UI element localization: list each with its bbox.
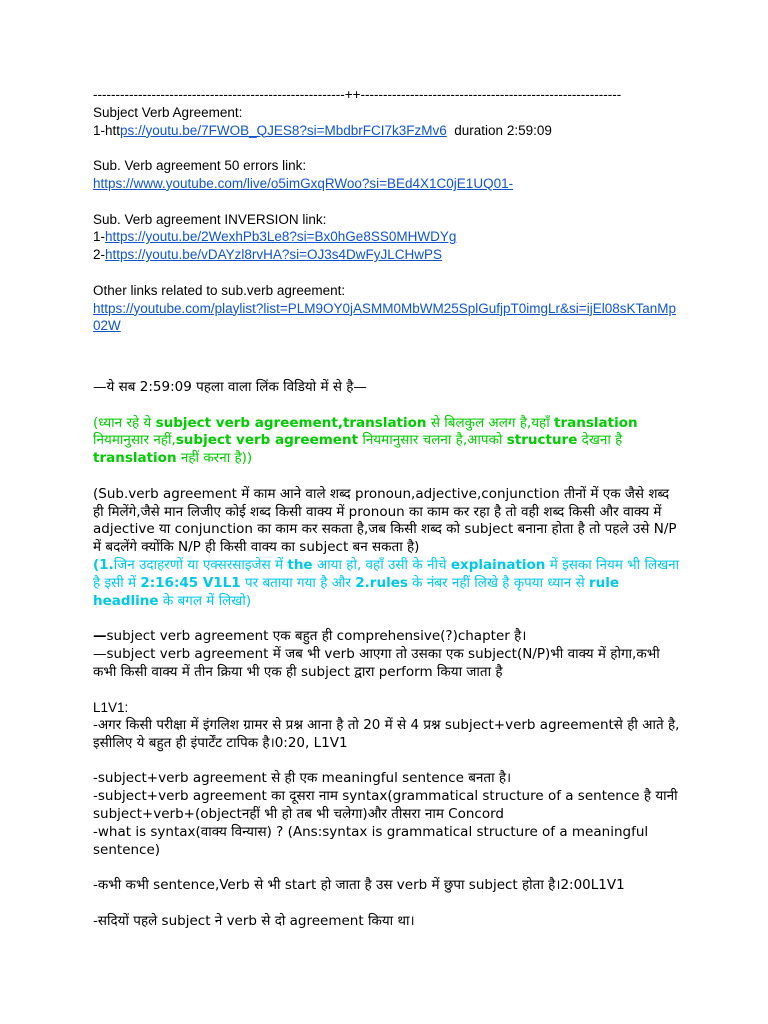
other-heading: Other links related to sub.verb agreement:: [93, 282, 346, 298]
parts-of-speech-note: (Sub.verb agreement में काम आने वाले शब्द pronoun,adjective,conjunction तीनों में एक जैसे शब्द ही मिलेंगे,जैसे मान लिजीए कोई शब्द किसी वाक्य में pronoun का काम कर रहा है तो वही शब्द किसी और वाक्य में adjective या conjunction का काम कर सकता है,जब किसी शब्द को subject बनाना होता है तो पहले उसे N/P में बदलेंगे क्योंकि N/P ही किसी वाक्य का subject बन सकता है): [93, 485, 677, 556]
l1v1-heading: L1V1:: [93, 700, 129, 716]
inversion-prefix: 1-: [93, 229, 106, 245]
note-all-from-video: —ये सब 2:59:09 पहला वाला लिंक विडियो में से है—: [93, 378, 367, 395]
inversion-link-2[interactable]: https://youtu.be/vDAYzl8rvHA?si=OJ3s4DwFyJLCHwPS: [105, 247, 443, 263]
sva-duration: duration 2:59:09: [454, 122, 552, 138]
history-note: -सदियों पहले subject ने verb से दो agreement किया था।: [93, 912, 415, 929]
inversion-item: [93, 246, 683, 264]
translation-warning-note: (ध्यान रहे ये subject verb agreement,translation से बिलकुल अलग है,यहाँ translation नियमानुसार नहीं,subject verb agreement नियमानुसार चलना है,आपको structure देखना है translation नहीं करना है)): [93, 414, 638, 467]
sva-link-line: [93, 122, 683, 140]
chapter-note: —subject verb agreement एक बहुत ही comprehensive(?)chapter है।: [93, 628, 527, 645]
sva-link[interactable]: ps://youtu.be/7FWOB_QJES8?si=MbdbrFCI7k3FzMv6: [120, 122, 447, 138]
explanation-rule-note: (1.जिन उदाहरणों या एक्सरसाइजेस में the आया हो, वहाँ उसी के नीचे explaination में इसका नियम भी लिखना है इसी में 2:16:45 V1L1 पर बताया गया है और 2.rules के नंबर नहीं लिखे है कृपया ध्यान से rule headline के बगल में लिखो): [93, 556, 680, 609]
sva-link-prefix: 1-htt: [93, 122, 121, 138]
inversion-prefix: 2-: [93, 247, 106, 263]
point-item: -subject+verb agreement का दूसरा नाम syntax(grammatical structure of a sentence है यानी subject+verb+(objectनहीं भी हो तब भी चलेगा)और तीसरा नाम Concord: [93, 788, 678, 823]
separator-line: --------------------------------------------------------++----------------------------------------------------------: [93, 87, 622, 102]
inversion-heading: Sub. Verb agreement INVERSION link:: [93, 211, 327, 227]
errors-heading: Sub. Verb agreement 50 errors link:: [93, 158, 307, 174]
errors-link[interactable]: https://www.youtube.com/live/o5imGxqRWoo?si=BEd4X1C0jE1UQ01-: [93, 175, 514, 191]
l1v1-text: -अगर किसी परीक्षा में इंगलिश ग्रामर से प्रश्न आना है तो 20 में से 4 प्रश्न subject+verb agreementसे ही आते है, इसीलिए ये बहुत ही इंपार्टेंट टापिक है।0:20, L1V1: [93, 717, 680, 751]
document-page: [93, 86, 683, 931]
sentence-verb-note: -कभी कभी sentence,Verb से भी start हो जाता है उस verb में छुपा subject होता है।2:00L1V1: [93, 877, 625, 894]
sva-heading: Subject Verb Agreement:: [93, 104, 243, 120]
playlist-link[interactable]: https://youtube.com/playlist?list=PLM9OY0jASMM0MbWM25SplGufjpT0imgLr&si=ijEl08sKTanMp02W: [93, 300, 676, 334]
point-item: -subject+verb agreement से ही एक meaningful sentence बनता है।: [93, 770, 512, 787]
inversion-link-1[interactable]: https://youtu.be/2WexhPb3Le8?si=Bx0hGe8SS0MHWDYg: [105, 229, 457, 245]
point-item: -what is syntax(वाक्य विन्यास) ? (Ans:syntax is grammatical structure of a meaningful sentence): [93, 823, 649, 858]
inversion-item: [93, 228, 683, 246]
subject-verb-note: —subject verb agreement में जब भी verb आएगा तो उसका एक subject(N/P)भी वाक्य में होगा,कभी कभी किसी वाक्य में तीन क्रिया भी एक ही subject द्वारा perform किया जाता है: [93, 645, 660, 680]
